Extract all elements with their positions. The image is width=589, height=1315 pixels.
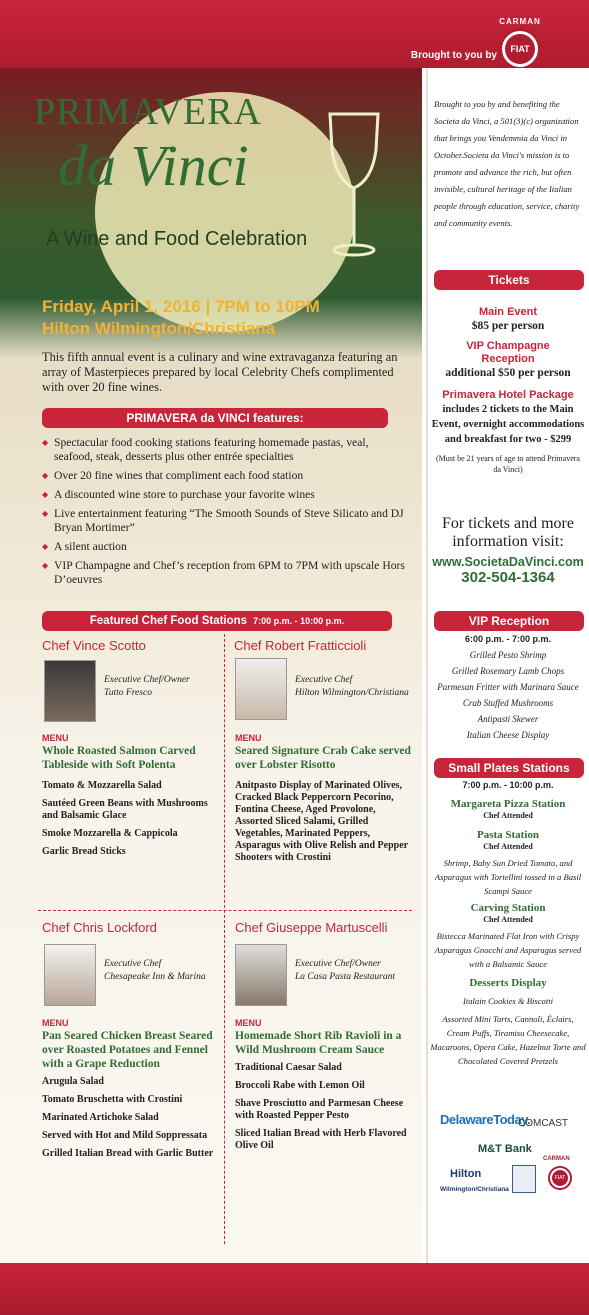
phone-number: 302-504-1364	[461, 569, 555, 586]
visit-text: For tickets and more information visit:	[442, 515, 574, 550]
small-plates-block	[430, 780, 586, 1068]
desserts-1: Italain Cookies & Biscotti	[463, 996, 553, 1006]
chef-name: Chef Robert Fratticcioli	[234, 638, 367, 653]
chef-photo	[235, 658, 287, 720]
tickets-heading: Tickets	[434, 270, 584, 290]
feature-item: ◆ A silent auction	[42, 540, 410, 554]
stations-heading	[42, 611, 392, 631]
chef-photo	[44, 944, 96, 1006]
mt-bank-logo: M&T Bank	[478, 1143, 532, 1155]
vertical-divider	[224, 634, 225, 1244]
dish-list	[235, 1062, 413, 1158]
features-heading: PRIMAVERA da VINCI features:	[42, 408, 388, 428]
carman-fiat-small-logo	[548, 1166, 572, 1190]
event-intro: This fifth annual event is a culinary and wine extravaganza featuring an array of Masterpieces prepared by local Celebrity Chefs complimented with over 20 fine wines.	[42, 350, 398, 394]
chef-card-martuscelli	[235, 920, 420, 935]
chef-title: Executive Chef/Owner	[104, 675, 190, 685]
dish-item: Served with Hot and Mild Soppressata	[42, 1130, 208, 1141]
vip-item: Parmesan Fritter with Marinara Sauce	[437, 682, 579, 692]
carving-station: Carving Station	[470, 902, 546, 914]
vip-item: Italian Cheese Display	[466, 730, 550, 740]
title-da-vinci: da Vinci	[58, 133, 249, 198]
event-date: Friday, April 1, 2016 | 7PM to 10PM	[42, 297, 320, 316]
chef-card-fratticcioli	[234, 638, 419, 653]
horizontal-divider	[38, 910, 412, 911]
feature-item: ◆ Live entertainment featuring “The Smooth Sounds of Steve Silicato and DJ Bryan Mortimer”	[42, 507, 410, 535]
dish-item: Smoke Mozzarella & Cappicola	[42, 828, 178, 839]
chef-role	[295, 674, 409, 700]
carving-desc: Bistecca Marinated Flat Iron with Crispy Asparagus Gnocchi and Asparagus served with a Balsamic Sauce	[434, 931, 582, 969]
menu-label: MENU	[42, 733, 69, 743]
feature-dish: Homemade Short Rib Ravioli in a Wild Mushroom Cream Sauce	[235, 1030, 402, 1056]
comcast-logo: COMCAST	[518, 1118, 568, 1129]
chef-title: Executive Chef	[295, 675, 353, 685]
stations-time: 7:00 p.m. - 10:00 p.m.	[253, 616, 345, 626]
title-primavera: PRIMAVERA	[34, 91, 262, 133]
small-time: 7:00 p.m. - 10:00 p.m.	[462, 780, 554, 790]
bottom-banner	[0, 1263, 589, 1315]
dish-item: Traditional Caesar Salad	[235, 1062, 342, 1073]
dish-list	[42, 1076, 220, 1166]
chef-card-lockford	[42, 920, 227, 935]
vip-item: Grilled Pesto Shrimp	[469, 650, 547, 660]
chef-restaurant: Tutto Fresco	[104, 688, 152, 698]
chef-role	[104, 958, 206, 984]
carman-fiat-logo	[499, 17, 541, 70]
chef-attended: Chef Attended	[483, 811, 533, 820]
chef-role	[295, 958, 395, 984]
vip-reception-list	[430, 631, 586, 743]
feature-item: ◆ Over 20 fine wines that compliment each food station	[42, 469, 410, 483]
vip-item: Grilled Rosemary Lamb Chops	[451, 666, 565, 676]
package-label: Primavera Hotel Package	[442, 389, 574, 401]
dish-item: Broccoli Rabe with Lemon Oil	[235, 1080, 365, 1091]
vip-price: additional $50 per person	[445, 367, 571, 379]
sidebar-intro: Brought to you by and benefiting the Societa da Vinci, a 501(3)(c) organization that brings you Vendemmia da Vinci in October.Societa da Vinci's mission is to promote and advance the rich, but often invisible, cultural heritage of the Italian people through education, service, charity and community events.	[434, 99, 580, 228]
dish-item: Tomato Bruschetta with Crostini	[42, 1094, 183, 1105]
feature-item: ◆ A discounted wine store to purchase your favorite wines	[42, 488, 410, 502]
menu-label: MENU	[42, 1018, 69, 1028]
dish-item: Sliced Italian Bread with Herb Flavored Olive Oil	[235, 1128, 407, 1151]
vip-item: Crab Stuffed Mushrooms	[462, 698, 554, 708]
pasta-station: Pasta Station	[476, 829, 540, 841]
brought-by-text: Brought to you by	[410, 50, 497, 61]
chef-restaurant: Chesapeake Inn & Marina	[104, 972, 206, 982]
hilton-subtitle: Wilmington/Christiana	[440, 1186, 509, 1193]
fiat-text: FIAT	[552, 1170, 568, 1186]
vip-label: VIP Champagne Reception	[466, 340, 550, 365]
event-venue: Hilton Wilmington/Christiana	[42, 319, 276, 338]
feature-item: ◆ VIP Champagne and Chef’s reception from 6PM to 7PM with upscale Hors D’oeuvres	[42, 559, 410, 587]
vip-reception-heading: VIP Reception	[434, 611, 584, 631]
desserts-2: Assorted Mini Tarts, Cannoli, Éclairs, Cream Puffs, Tiramisu Cheesecake, Macaroons, Opera Cake, Hazelnut Torte and Chocolated Covered Pretzels	[430, 1014, 586, 1066]
feature-item: ◆ Spectacular food cooking stations featuring homemade pastas, veal, seafood, steak, desserts plus other entrée specialties	[42, 436, 410, 464]
small-plates-heading: Small Plates Stations	[434, 758, 584, 778]
menu-label: MENU	[235, 733, 262, 743]
feature-dish: Whole Roasted Salmon Carved Tableside with Soft Polenta	[42, 745, 196, 771]
pasta-desc: Shrimp, Baby Sun Dried Tomato, and Asparagus with Tortellini tossed in a Basil Scampi Sauce	[434, 858, 582, 896]
chef-title: Executive Chef/Owner	[295, 959, 381, 969]
main-event-price: $85 per person	[471, 320, 545, 332]
chamber-logo	[512, 1165, 536, 1193]
event-date-venue	[42, 296, 320, 340]
chef-attended: Chef Attended	[483, 915, 533, 924]
badge-inner-text: FIAT	[505, 34, 535, 64]
chef-name: Chef Vince Scotto	[42, 638, 146, 653]
chef-card-scotto	[42, 638, 227, 653]
age-note: (Must be 21 years of age to attend Primavera da Vinci)	[436, 454, 580, 474]
menu-label: MENU	[235, 1018, 262, 1028]
dish-item: Tomato & Mozzarella Salad	[42, 780, 162, 791]
delaware-today-logo: DelawareToday.	[440, 1112, 531, 1127]
badge-top-text: CARMAN	[499, 17, 541, 26]
vip-item: Antipasti Skewer	[477, 714, 539, 724]
dish-item: Anitpasto Display of Marinated Olives, Cracked Black Peppercorn Pecorino, Fontina Cheese, Aged Provolone, Assorted Sliced Salami, Grilled Vegetables, Marinated Peppers, Asparagus with Olive Relish and Pepper Shooters with Crostini	[235, 780, 408, 863]
dish-list	[42, 780, 220, 864]
stations-heading-text: Featured Chef Food Stations	[89, 615, 248, 627]
chef-name: Chef Chris Lockford	[42, 920, 157, 935]
website-link[interactable]: www.SocietaDaVinci.com	[432, 555, 584, 569]
package-text: includes 2 tickets to the Main Event, overnight accommodations and breakfast for two - $299	[431, 404, 585, 445]
margareta-station: Margareta Pizza Station	[450, 798, 566, 810]
carman-text: CARMAN	[543, 1156, 570, 1162]
dish-item: Marinated Artichoke Salad	[42, 1112, 159, 1123]
features-list	[42, 436, 410, 592]
dish-item: Shave Prosciutto and Parmesan Cheese with Roasted Pepper Pesto	[235, 1098, 404, 1121]
main-event-label: Main Event	[478, 306, 538, 318]
dish-item: Grilled Italian Bread with Garlic Butter	[42, 1148, 214, 1159]
chef-attended: Chef Attended	[483, 842, 533, 851]
desserts-display: Desserts Display	[469, 977, 547, 989]
dish-list	[235, 780, 413, 870]
hilton-logo: Hilton	[450, 1168, 482, 1180]
vip-time: 6:00 p.m. - 7:00 p.m.	[464, 634, 552, 644]
chef-role	[104, 674, 190, 700]
chef-restaurant: Hilton Wilmington/Christiana	[295, 688, 409, 698]
feature-dish: Seared Signature Crab Cake served over Lobster Risotto	[235, 745, 411, 771]
wine-glass-icon	[326, 110, 382, 260]
chef-restaurant: La Casa Pasta Restaurant	[295, 972, 396, 982]
title-tagline: A Wine and Food Celebration	[46, 228, 308, 250]
chef-title: Executive Chef	[104, 959, 162, 969]
chef-photo	[44, 660, 96, 722]
dish-item: Arugula Salad	[42, 1076, 104, 1087]
tickets-block	[430, 306, 586, 475]
contact-block	[430, 555, 586, 586]
dish-item: Sautéed Green Beans with Mushrooms and Balsamic Glace	[42, 798, 208, 821]
chef-photo	[235, 944, 287, 1006]
chef-name: Chef Giuseppe Martuscelli	[235, 920, 388, 935]
feature-dish: Pan Seared Chicken Breast Seared over Roasted Potatoes and Fennel with a Grape Reduction	[42, 1030, 213, 1070]
dish-item: Garlic Bread Sticks	[42, 846, 126, 857]
